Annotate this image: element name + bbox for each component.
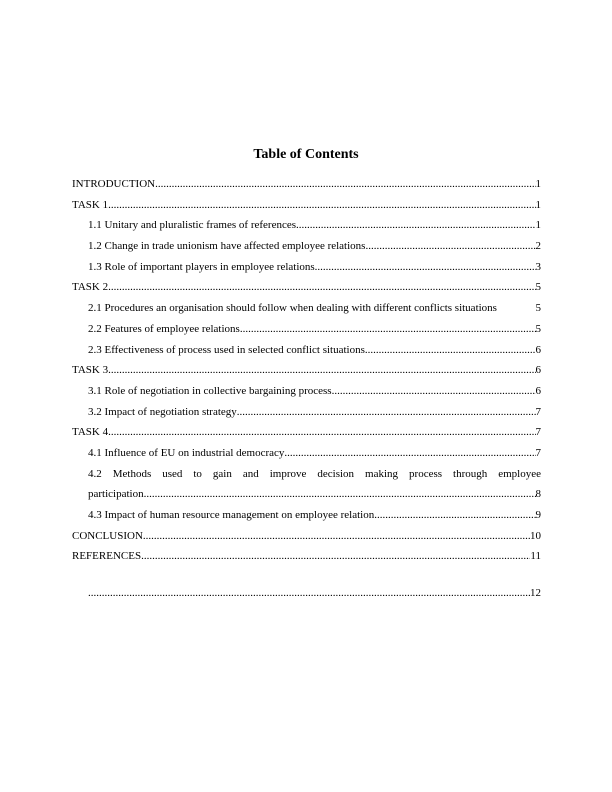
toc-entry-title: TASK 1	[72, 198, 109, 211]
toc-entry-task-3[interactable]	[72, 360, 541, 381]
toc-entry-1-3[interactable]	[72, 257, 541, 278]
toc-entry-untitled[interactable]	[72, 583, 541, 604]
toc-page-number: 6	[535, 384, 541, 397]
toc-entry-title: 1.2 Change in trade unionism have affected employee relations	[88, 240, 366, 253]
toc-entry-word: 4.2	[88, 467, 102, 480]
toc-entry-title: participation	[88, 488, 144, 501]
toc-entry-word: gain	[212, 467, 232, 480]
leader-dots	[143, 526, 530, 547]
toc-entry-title: REFERENCES	[72, 550, 142, 563]
toc-entry-2-1[interactable]	[72, 298, 541, 319]
toc-entry-title: 2.2 Features of employee relations	[88, 322, 240, 335]
toc-page-number: 7	[535, 405, 541, 418]
toc-page-number: 3	[535, 260, 541, 273]
table-of-contents	[72, 174, 541, 604]
toc-entry-title: 2.1 Procedures an organisation should follow when dealing with different conflicts situations	[88, 302, 497, 315]
toc-entry-task-1[interactable]	[72, 195, 541, 216]
toc-entry-word: decision	[317, 467, 355, 480]
toc-page-number: 9	[535, 509, 541, 521]
toc-entry-4-3[interactable]	[72, 505, 541, 526]
toc-entry-2-3[interactable]	[72, 340, 541, 361]
toc-entry-word: and	[242, 467, 259, 480]
leader-dots	[108, 360, 535, 381]
toc-entry-1-2[interactable]	[72, 236, 541, 257]
toc-entry-title: 4.1 Influence of EU on industrial democracy	[88, 446, 285, 459]
leader-dots	[155, 174, 535, 195]
toc-entry-word: through	[453, 467, 488, 480]
spacer	[72, 567, 541, 583]
leader-dots	[365, 340, 536, 361]
toc-entry-task-4[interactable]	[72, 422, 541, 443]
toc-entry-word: Methods	[112, 467, 152, 480]
toc-entry-introduction[interactable]	[72, 174, 541, 195]
leader-dots	[315, 257, 536, 278]
toc-entry-title: 1.1 Unitary and pluralistic frames of references	[88, 219, 296, 232]
toc-page-number: 7	[535, 426, 541, 439]
leader-dots	[108, 195, 535, 216]
leader-dots	[108, 277, 535, 298]
toc-page-number: 5	[535, 322, 541, 335]
toc-page-number: 1	[535, 219, 541, 232]
toc-entry-title: 4.3 Impact of human resource management on employee relation	[88, 509, 375, 521]
toc-entry-title-line1	[72, 464, 541, 485]
leader-dots	[144, 484, 536, 505]
leader-dots	[88, 583, 530, 604]
toc-entry-conclusion[interactable]	[72, 526, 541, 547]
toc-page-number: 2	[535, 240, 541, 253]
leader-dots	[237, 402, 536, 423]
toc-entry-title: TASK 2	[72, 281, 109, 294]
toc-entry-2-2[interactable]	[72, 319, 541, 340]
toc-entry-3-2[interactable]	[72, 402, 541, 423]
leader-dots	[108, 422, 535, 443]
toc-entry-references[interactable]	[72, 546, 541, 567]
toc-heading: Table of Contents	[253, 147, 359, 162]
toc-entry-line2	[72, 484, 541, 505]
toc-page-number: 11	[530, 550, 541, 563]
toc-page-number: 6	[535, 343, 541, 356]
toc-page-number: 10	[530, 529, 541, 542]
toc-page-number: 1	[535, 198, 541, 211]
toc-entry-title: 3.2 Impact of negotiation strategy	[88, 405, 237, 418]
toc-entry-word: process	[409, 467, 443, 480]
toc-page-number: 5	[535, 281, 541, 294]
leader-dots	[240, 319, 536, 340]
leader-dots	[332, 381, 536, 402]
toc-page-number: 12	[530, 587, 541, 600]
toc-entry-title: 2.3 Effectiveness of process used in selected conflict situations	[88, 343, 365, 356]
toc-entry-word: employee	[498, 467, 541, 480]
leader-dots	[284, 443, 535, 464]
leader-dots	[296, 215, 536, 236]
toc-entry-title: 1.3 Role of important players in employee relations	[88, 260, 315, 273]
toc-entry-title: TASK 4	[72, 426, 109, 439]
toc-entry-word: to	[193, 467, 202, 480]
toc-page-number: 5	[535, 302, 541, 315]
toc-entry-title: INTRODUCTION	[72, 178, 156, 190]
leader-dots	[365, 236, 535, 257]
toc-entry-3-1[interactable]	[72, 381, 541, 402]
toc-entry-task-2[interactable]	[72, 277, 541, 298]
toc-entry-word: used	[162, 467, 183, 480]
toc-entry-title: 3.1 Role of negotiation in collective bargaining process	[88, 384, 332, 397]
toc-page-number: 8	[535, 488, 541, 501]
toc-entry-word: improve	[269, 467, 307, 480]
leader-dots	[374, 505, 535, 526]
leader-dots	[141, 546, 530, 567]
toc-entry-word: making	[365, 467, 399, 480]
toc-entry-title: CONCLUSION	[72, 529, 143, 542]
toc-entry-title: TASK 3	[72, 364, 109, 377]
toc-entry-4-1[interactable]	[72, 443, 541, 464]
toc-page-number: 6	[535, 364, 541, 377]
toc-page-number: 1	[535, 178, 541, 190]
toc-page-number: 7	[535, 446, 541, 459]
toc-entry-4-2[interactable]	[72, 464, 541, 505]
toc-entry-1-1[interactable]	[72, 215, 541, 236]
